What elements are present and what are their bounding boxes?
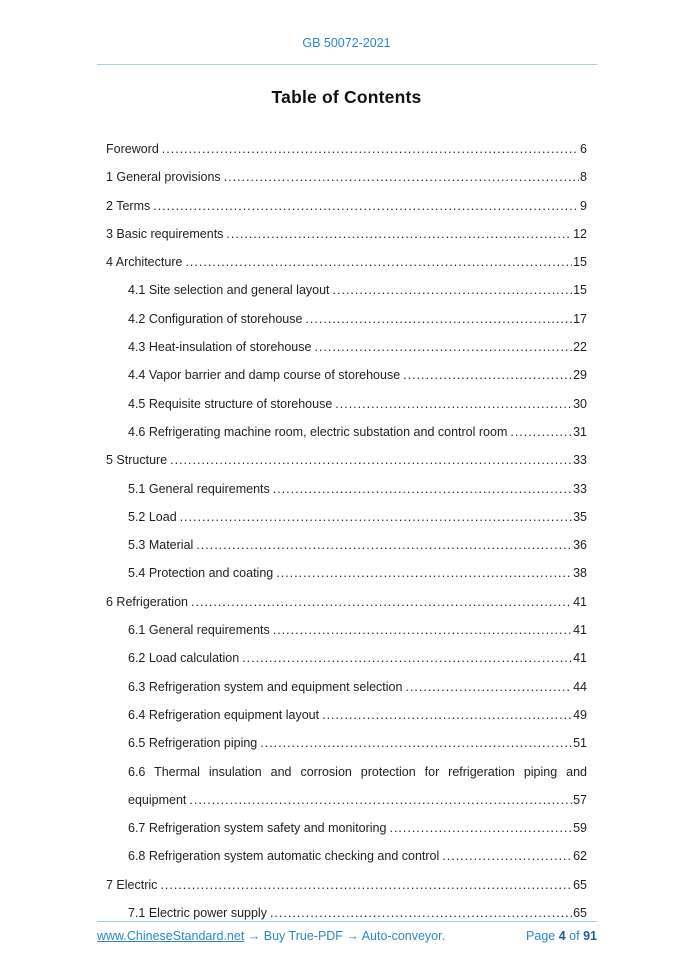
toc-entry-label: 6.5 Refrigeration piping bbox=[128, 736, 258, 751]
toc-entry-page: 15 bbox=[573, 283, 587, 298]
dot-leader bbox=[510, 418, 572, 446]
toc-entry-label: 4.3 Heat-insulation of storehouse bbox=[128, 340, 312, 355]
dot-leader bbox=[191, 588, 572, 616]
toc-entry-label: 4.6 Refrigerating machine room, electric substation and control room bbox=[128, 424, 508, 439]
toc-entry-label: 5.4 Protection and coating bbox=[128, 566, 274, 581]
toc-entry-label: equipment bbox=[128, 792, 187, 807]
toc-entry-label: 1 General provisions bbox=[106, 170, 221, 185]
toc-entry-label: 6 Refrigeration bbox=[106, 594, 188, 609]
toc-entry bbox=[97, 729, 597, 757]
page-indicator-current: 4 bbox=[558, 929, 566, 943]
toc-entry-label: 7.1 Electric power supply bbox=[128, 906, 267, 921]
toc-entry bbox=[97, 644, 597, 672]
toc-entry-label: 4.4 Vapor barrier and damp course of storehouse bbox=[128, 368, 401, 383]
toc-entry-page: 15 bbox=[573, 255, 587, 270]
toc-entry-page: 44 bbox=[573, 679, 587, 694]
toc-entry bbox=[97, 701, 597, 729]
toc-entry-label: 4 Architecture bbox=[106, 255, 183, 270]
dot-leader bbox=[160, 871, 572, 899]
toc-entry-page: 51 bbox=[573, 736, 587, 751]
toc-entry-label: 7 Electric bbox=[106, 877, 158, 892]
toc-entry-page: 59 bbox=[573, 821, 587, 836]
toc-entry-label: 6.4 Refrigeration equipment layout bbox=[128, 707, 320, 722]
toc-entry-page: 57 bbox=[573, 792, 587, 807]
footer-tagline-rest: → Buy True-PDF → Auto-conveyor. bbox=[244, 929, 446, 943]
dot-leader bbox=[276, 559, 572, 587]
toc-entry-label: 3 Basic requirements bbox=[106, 226, 224, 241]
toc-entry-page: 41 bbox=[573, 651, 587, 666]
toc-entry-label: 5.3 Material bbox=[128, 538, 194, 553]
toc-entry-page: 29 bbox=[573, 368, 587, 383]
toc-entry-page: 41 bbox=[573, 594, 587, 609]
toc-entry bbox=[97, 673, 597, 701]
dot-leader bbox=[442, 842, 572, 870]
toc-entry-page: 49 bbox=[573, 707, 587, 722]
dot-leader bbox=[403, 361, 572, 389]
toc-entry bbox=[97, 899, 597, 927]
header-rule bbox=[97, 64, 597, 65]
toc-entry bbox=[97, 475, 597, 503]
dot-leader bbox=[314, 333, 572, 361]
toc-entry-label: 6.1 General requirements bbox=[128, 623, 270, 638]
dot-leader bbox=[153, 192, 579, 220]
toc-entry bbox=[97, 503, 597, 531]
toc-entry bbox=[97, 276, 597, 304]
dot-leader bbox=[260, 729, 572, 757]
dot-leader bbox=[273, 475, 572, 503]
toc-entry-page: 35 bbox=[573, 509, 587, 524]
dot-leader bbox=[162, 135, 579, 163]
dot-leader bbox=[273, 616, 572, 644]
toc-entry-label: 5 Structure bbox=[106, 453, 168, 468]
dot-leader bbox=[196, 531, 572, 559]
toc-entry bbox=[97, 333, 597, 361]
toc-entry-page: 22 bbox=[573, 340, 587, 355]
toc-entry-page: 8 bbox=[580, 170, 587, 185]
toc-entry bbox=[97, 418, 597, 446]
toc-entry-page: 41 bbox=[573, 623, 587, 638]
toc-entry-label: 6.3 Refrigeration system and equipment selection bbox=[128, 679, 403, 694]
doc-number: GB 50072-2021 bbox=[302, 36, 391, 50]
toc-entry-label: 4.2 Configuration of storehouse bbox=[128, 311, 303, 326]
toc-entry-page: 12 bbox=[573, 226, 587, 241]
dot-leader bbox=[389, 814, 572, 842]
toc-entry-page: 65 bbox=[573, 877, 587, 892]
dot-leader bbox=[270, 899, 572, 927]
toc-list bbox=[97, 135, 597, 927]
toc-entry bbox=[97, 220, 597, 248]
toc-entry-wrapped-line: 6.6 Thermal insulation and corrosion protection for refrigeration piping and bbox=[128, 764, 587, 779]
toc-entry bbox=[97, 361, 597, 389]
dot-leader bbox=[305, 305, 572, 333]
toc-entry bbox=[97, 446, 597, 474]
page-indicator bbox=[526, 927, 597, 945]
toc-entry-page: 6 bbox=[580, 142, 587, 156]
page-indicator-of: of bbox=[569, 929, 580, 943]
toc-entry-page: 33 bbox=[573, 481, 587, 496]
dot-leader bbox=[333, 276, 573, 304]
toc-entry-page: 33 bbox=[573, 453, 587, 468]
toc-entry bbox=[97, 390, 597, 418]
toc-entry bbox=[97, 531, 597, 559]
toc-entry bbox=[97, 559, 597, 587]
footer bbox=[97, 927, 597, 945]
toc-entry bbox=[97, 786, 597, 814]
page-indicator-total: 91 bbox=[583, 929, 597, 943]
toc-entry-label: 6.7 Refrigeration system safety and monitoring bbox=[128, 821, 387, 836]
toc-entry bbox=[97, 305, 597, 333]
toc-entry bbox=[97, 248, 597, 276]
toc-entry-label: 2 Terms bbox=[106, 198, 151, 213]
dot-leader bbox=[322, 701, 572, 729]
toc-entry bbox=[97, 192, 597, 220]
dot-leader bbox=[335, 390, 572, 418]
footer-rule bbox=[97, 921, 597, 922]
toc-entry-label: 4.5 Requisite structure of storehouse bbox=[128, 396, 333, 411]
toc-entry bbox=[97, 814, 597, 842]
toc-entry bbox=[97, 135, 597, 163]
dot-leader bbox=[189, 786, 572, 814]
dot-leader bbox=[185, 248, 572, 276]
footer-site-link[interactable]: www.ChineseStandard.net bbox=[97, 929, 245, 943]
toc-entry-page: 65 bbox=[573, 906, 587, 921]
toc-entry bbox=[97, 842, 597, 870]
dot-leader bbox=[242, 644, 572, 672]
page-indicator-label: Page bbox=[526, 929, 556, 943]
toc-entry-page: 30 bbox=[573, 396, 587, 411]
toc-entry-label: 5.2 Load bbox=[128, 509, 177, 524]
toc-entry bbox=[97, 871, 597, 899]
toc-entry-page: 31 bbox=[573, 424, 587, 439]
dot-leader bbox=[224, 163, 579, 191]
toc-entry bbox=[97, 163, 597, 191]
dot-leader bbox=[180, 503, 572, 531]
toc-entry-label: 6.2 Load calculation bbox=[128, 651, 240, 666]
toc-entry-page: 36 bbox=[573, 538, 587, 553]
toc-entry-label: 4.1 Site selection and general layout bbox=[128, 283, 330, 298]
toc-entry-page: 38 bbox=[573, 566, 587, 581]
toc-entry-page: 17 bbox=[573, 311, 587, 326]
dot-leader bbox=[226, 220, 572, 248]
dot-leader bbox=[405, 673, 572, 701]
toc-entry-page: 62 bbox=[573, 849, 587, 864]
footer-tagline bbox=[97, 927, 445, 945]
toc-entry bbox=[97, 616, 597, 644]
page-title: Table of Contents bbox=[271, 87, 422, 107]
toc-entry-label: 5.1 General requirements bbox=[128, 481, 270, 496]
toc-entry-page: 9 bbox=[580, 198, 587, 213]
toc-entry-label: 6.8 Refrigeration system automatic checking and control bbox=[128, 849, 440, 864]
dot-leader bbox=[170, 446, 572, 474]
toc-entry bbox=[97, 588, 597, 616]
toc-entry-label: Foreword bbox=[106, 142, 159, 156]
